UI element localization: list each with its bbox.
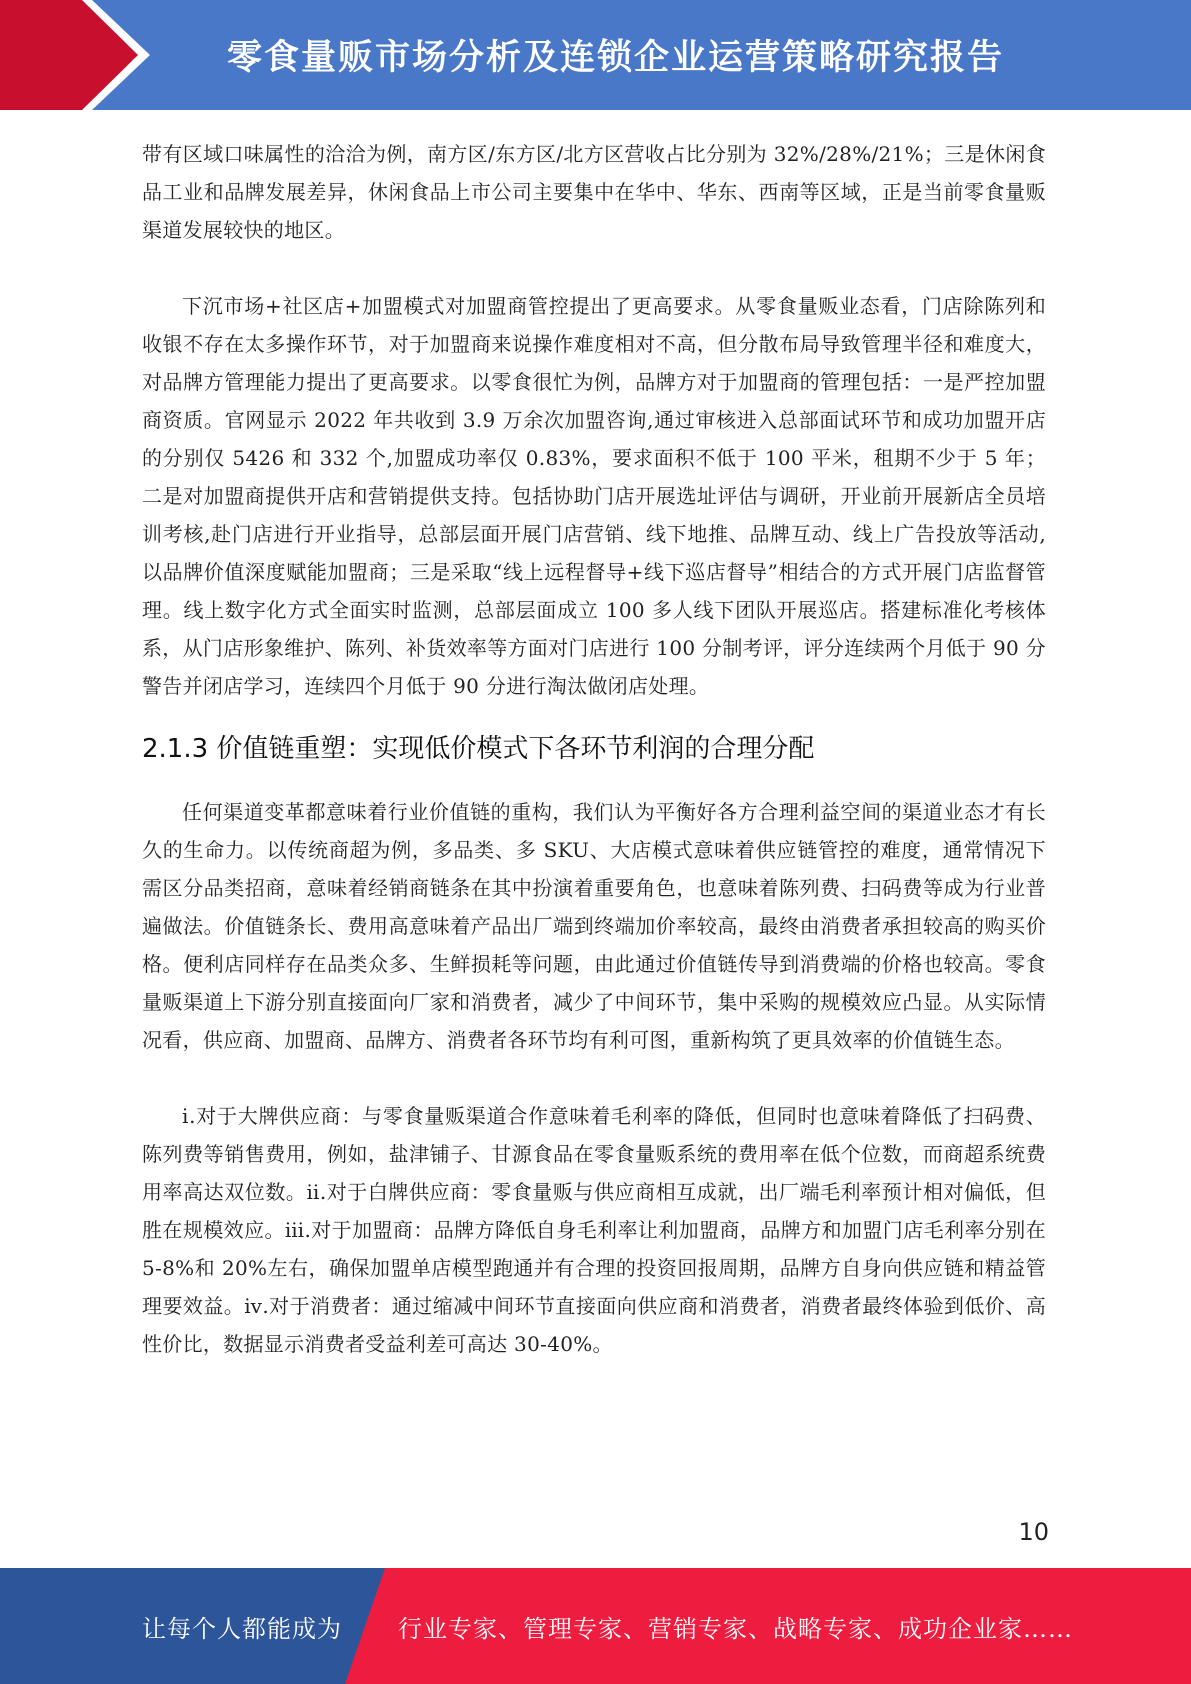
paragraph-stakeholders: ⅰ.对于大牌供应商：与零食量贩渠道合作意味着毛利率的降低，但同时也意味着降低了扫码费、陈列费等销售费用，例如，盐津铺子、甘源食品在零食量贩系统的费用率在低个位数，而商超系统费用率高达双位数。ⅱ.对于白牌供应商：零食量贩与供应商相互成就，出厂端毛利率预计相对偏低，但胜在规模效应。ⅲ.对于加盟商：品牌方降低自身毛利率让利加盟商，品牌方和加盟门店毛利率分别在 5-8%和 20%左右，确保加盟单店模型跑通并有合理的投资回报周期，品牌方自身向供应链和精益管理要效益。ⅳ.对于消费者：通过缩减中间环节直接面向供应商和消费者，消费者最终体验到低价、高性价比，数据显示消费者受益利差可高达 30-40%。 — [142, 1104, 1046, 1356]
page-footer — [0, 1568, 1191, 1684]
section-heading-2-1-3: 2.1.3 价值链重塑：实现低价模式下各环节利润的合理分配 — [142, 734, 815, 764]
header-red-chevron — [0, 0, 150, 110]
paragraph-regional: 带有区域口味属性的洽洽为例，南方区/东方区/北方区营收占比分别为 32%/28%/21%；三是休闲食品工业和品牌发展差异，休闲食品上市公司主要集中在华中、华东、西南等区域，正是当前零食量贩渠道发展较快的地区。 — [142, 142, 1046, 242]
page-header — [0, 0, 1191, 110]
paragraph-franchise-control: 下沉市场+社区店+加盟模式对加盟商管控提出了更高要求。从零食量贩业态看，门店除陈列和收银不存在太多操作环节，对于加盟商来说操作难度相对不高，但分散布局导致管理半径和难度大，对品牌方管理能力提出了更高要求。以零食很忙为例，品牌方对于加盟商的管理包括：一是严控加盟商资质。官网显示 2022 年共收到 3.9 万余次加盟咨询,通过审核进入总部面试环节和成功加盟开店的分别仅 5426 和 332 个,加盟成功率仅 0.83%，要求面积不低于 100 平米，租期不少于 5 年；二是对加盟商提供开店和营销提供支持。包括协助门店开展选址评估与调研，开业前开展新店全员培训考核,赴门店进行开业指导，总部层面开展门店营销、线下地推、品牌互动、线上广告投放等活动,以品牌价值深度赋能加盟商；三是采取“线上远程督导+线下巡店督导”相结合的方式开展门店监督管理。线上数字化方式全面实时监测，总部层面成立 100 多人线下团队开展巡店。搭建标准化考核体系，从门店形象维护、陈列、补货效率等方面对门店进行 100 分制考评，评分连续两个月低于 90 分警告并闭店学习，连续四个月低于 90 分进行淘汰做闭店处理。 — [142, 294, 1046, 698]
document-body — [142, 135, 1046, 1363]
footer-slogan-right: 行业专家、管理专家、营销专家、战略专家、成功企业家…… — [398, 1614, 1073, 1643]
footer-slogan-left: 让每个人都能成为 — [142, 1614, 342, 1643]
page-number: 10 — [1018, 1518, 1049, 1546]
paragraph-value-chain: 任何渠道变革都意味着行业价值链的重构，我们认为平衡好各方合理利益空间的渠道业态才有长久的生命力。以传统商超为例，多品类、多 SKU、大店模式意味着供应链管控的难度，通常情况下需区分品类招商，意味着经销商链条在其中扮演着重要角色，也意味着陈列费、扫码费等成为行业普遍做法。价值链条长、费用高意味着产品出厂端到终端加价率较高，最终由消费者承担较高的购买价格。便利店同样存在品类众多、生鲜损耗等问题，由此通过价值链传导到消费端的价格也较高。零食量贩渠道上下游分别直接面向厂家和消费者，减少了中间环节，集中采购的规模效应凸显。从实际情况看，供应商、加盟商、品牌方、消费者各环节均有利可图，重新构筑了更具效率的价值链生态。 — [142, 800, 1046, 1052]
report-title: 零食量贩市场分析及连锁企业运营策略研究报告 — [226, 38, 1004, 78]
